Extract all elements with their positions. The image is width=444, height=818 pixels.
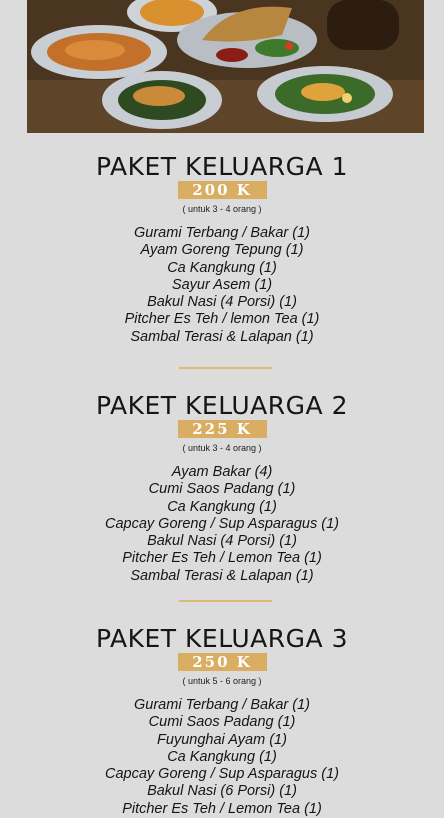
menu-item: Bakul Nasi (6 Porsi) (1): [147, 783, 297, 800]
menu-item: Capcay Goreng / Sup Asparagus (1): [104, 515, 339, 532]
persons-note: ( untuk 5 - 6 orang ): [182, 676, 262, 686]
menu-item: Pitcher Es Teh / Lemon Tea (1): [122, 800, 322, 817]
menu-item: Fuyunghai Ayam (1): [157, 731, 287, 748]
menu-item: Ayam Goreng Tepung (1): [140, 242, 304, 259]
section-divider: [179, 367, 272, 369]
menu-item: Cumi Saos Padang (1): [148, 481, 296, 498]
package-2: [0, 392, 444, 585]
price-badge: 200 K: [178, 181, 267, 199]
menu-item: Ca Kangkung (1): [167, 748, 277, 765]
package-title: PAKET KELUARGA 1: [96, 152, 348, 181]
price-badge: 250 K: [178, 653, 267, 671]
food-photo-icon: [27, 0, 424, 133]
menu-item-list: [0, 225, 444, 346]
menu-item: Sambal Terasi & Lalapan (1): [130, 567, 314, 584]
menu-item: Sayur Asem (1): [171, 276, 273, 293]
menu-item: Bakul Nasi (4 Porsi) (1): [147, 533, 297, 550]
section-divider: [179, 600, 272, 602]
package-1: [0, 153, 444, 346]
menu-item: Gurami Terbang / Bakar (1): [134, 225, 310, 241]
menu-item-list: [0, 464, 444, 585]
menu-item: Pitcher Es Teh / lemon Tea (1): [124, 311, 320, 328]
package-3: [0, 625, 444, 818]
menu-item: Ca Kangkung (1): [167, 259, 277, 276]
package-title: PAKET KELUARGA 2: [96, 391, 348, 420]
menu-item: Gurami Terbang / Bakar (1): [134, 697, 310, 713]
menu-item: Ca Kangkung (1): [167, 498, 277, 515]
menu-item-list: [0, 697, 444, 818]
food-photo: [27, 0, 424, 133]
package-title: PAKET KELUARGA 3: [96, 624, 348, 653]
persons-note: ( untuk 3 - 4 orang ): [182, 443, 262, 453]
menu-item: Bakul Nasi (4 Porsi) (1): [147, 294, 297, 311]
menu-item: Pitcher Es Teh / Lemon Tea (1): [122, 550, 322, 567]
menu-item: Ayam Bakar (4): [171, 464, 273, 480]
menu-item: Cumi Saos Padang (1): [148, 714, 296, 731]
menu-item: Capcay Goreng / Sup Asparagus (1): [104, 766, 339, 783]
persons-note: ( untuk 3 - 4 orang ): [182, 204, 262, 214]
price-badge: 225 K: [178, 420, 267, 438]
menu-item: Sambal Terasi & Lalapan (1): [130, 328, 314, 345]
